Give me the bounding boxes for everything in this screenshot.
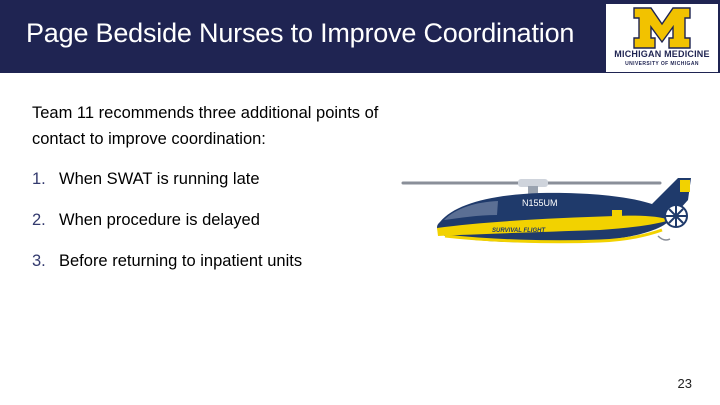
- list-item-text: When SWAT is running late: [59, 170, 260, 188]
- list-item-text: Before returning to inpatient units: [59, 252, 303, 270]
- logo-name: MICHIGAN MEDICINE: [614, 49, 710, 59]
- slide-title: Page Bedside Nurses to Improve Coordination: [26, 18, 575, 48]
- list-item: [32, 250, 302, 291]
- list-number: 2.: [32, 211, 46, 229]
- michigan-medicine-logo: [606, 4, 718, 72]
- list-number: 3.: [32, 252, 46, 270]
- tail-number-text: N155UM: [522, 198, 558, 208]
- list-item: [32, 168, 302, 209]
- list-number: 1.: [32, 170, 46, 188]
- recommendation-list: [32, 168, 302, 291]
- page-number: 23: [677, 376, 692, 391]
- list-item: [32, 209, 302, 250]
- intro-text: Team 11 recommends three additional points of contact to improve coordination:: [32, 104, 379, 148]
- header-bar: [0, 0, 720, 73]
- helicopter-illustration: [400, 170, 695, 255]
- list-item-text: When procedure is delayed: [59, 211, 260, 229]
- block-m-icon: [633, 7, 691, 49]
- logo-subtitle: UNIVERSITY OF MICHIGAN: [625, 61, 699, 67]
- livery-text: SURVIVAL FLIGHT: [492, 228, 546, 234]
